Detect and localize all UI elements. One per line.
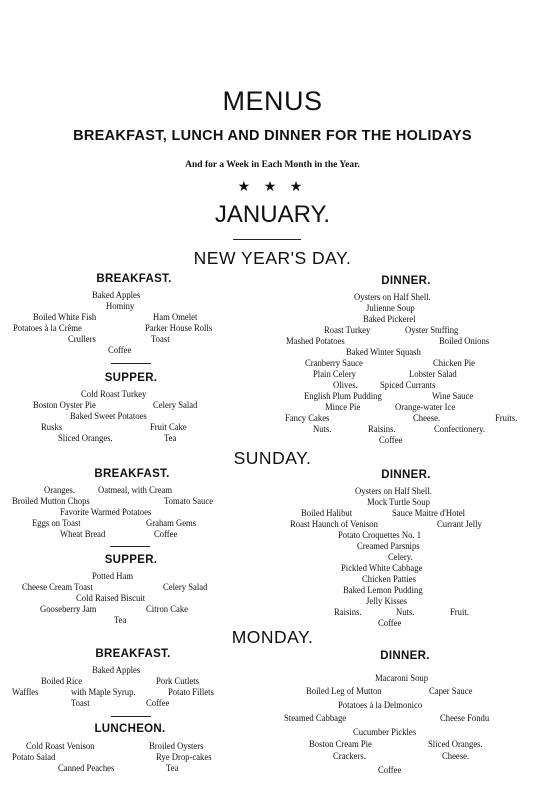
menu-item: Citron Cake xyxy=(146,604,188,614)
menu-item: Cold Raised Biscuit xyxy=(76,593,146,603)
menu-item: Fruit. xyxy=(450,607,469,617)
menu-item: Roast Turkey xyxy=(324,325,371,335)
menu-item: Gooseberry Jam xyxy=(40,604,97,614)
menu-item: Oysters on Half Shell. xyxy=(354,292,431,302)
menu-item: Tea xyxy=(166,763,179,773)
menu-item: Graham Gems xyxy=(146,518,197,528)
menu-item: Macaroni Soup xyxy=(375,673,429,683)
menu-item: Ham Omelet xyxy=(153,312,198,322)
section-heading-breakfast: BREAKFAST. xyxy=(96,273,172,285)
menu-item: Cheese. xyxy=(413,413,441,423)
menu-item: Baked Winter Squash xyxy=(346,347,421,357)
menu-item: Boiled Onions xyxy=(439,336,490,346)
tagline: And for a Week in Each Month in the Year. xyxy=(185,160,360,170)
menu-item: Parker House Rolls xyxy=(145,323,213,333)
menu-item: Toast xyxy=(151,334,170,344)
menu-item: Hominy xyxy=(106,301,135,311)
menu-item: Baked Lemon Pudding xyxy=(343,585,423,595)
menu-item: Jelly Kisses xyxy=(366,596,408,606)
menu-item: Potato Fillets xyxy=(168,687,214,697)
menu-item: Julienne Soup xyxy=(366,303,415,313)
menu-item: Boiled Leg of Mutton xyxy=(306,686,382,696)
menu-item: Orange-water Ice xyxy=(395,402,456,412)
menu-item: Chicken Patties xyxy=(362,574,416,584)
menu-item: Spiced Currants xyxy=(380,380,436,390)
menu-item: Baked Sweet Potatoes xyxy=(70,411,147,421)
menu-item: Oatmeal, with Cream xyxy=(98,485,173,495)
menu-item: Fruits. xyxy=(495,413,518,423)
menu-item: Celery Salad xyxy=(163,582,208,592)
menu-item: Rye Drop-cakes xyxy=(156,752,212,762)
menu-item: Pickled White Cabbage xyxy=(341,563,423,573)
menu-item: Coffee xyxy=(146,698,170,708)
menu-item: Steamed Cabbage xyxy=(284,713,347,723)
menu-item: Potted Ham xyxy=(92,571,134,581)
menu-item: Creamed Parsnips xyxy=(357,541,420,551)
section-heading-supper: SUPPER. xyxy=(104,372,158,384)
menu-item: Boston Oyster Pie xyxy=(33,400,96,410)
divider xyxy=(233,239,301,240)
menu-item: Broiled Oysters xyxy=(149,741,204,751)
menu-item: Coffee xyxy=(108,345,132,355)
menu-item: Potatoes à la Crême xyxy=(13,323,82,333)
menu-item: Crackers. xyxy=(333,751,366,761)
menu-item: Wheat Bread xyxy=(60,529,106,539)
menu-item: Celery Salad xyxy=(153,400,198,410)
menu-item: Oranges. xyxy=(44,485,75,495)
menu-item: Nuts. xyxy=(313,424,332,434)
menu-item: Fancy Cakes xyxy=(285,413,330,423)
menu-item: Raisins. xyxy=(334,607,362,617)
menu-item: Mince Pie xyxy=(325,402,361,412)
menu-item: Mock Turtle Soup xyxy=(367,497,430,507)
menu-item: Wine Sauce xyxy=(432,391,474,401)
menu-item: Cold Roast Turkey xyxy=(81,389,147,399)
menu-item: Coffee xyxy=(378,618,402,628)
menu-item: Coffee xyxy=(154,529,178,539)
menu-item: Baked Pickerel xyxy=(363,314,416,324)
menu-item: Rusks xyxy=(41,422,63,432)
menu-item: with Maple Syrup. xyxy=(71,687,136,697)
menu-item: Potato Salad xyxy=(12,752,56,762)
menu-item: Cold Roast Venison xyxy=(26,741,95,751)
divider xyxy=(110,546,150,547)
month-heading: JANUARY. xyxy=(214,201,331,228)
menu-item: Plain Celery xyxy=(313,369,356,379)
menu-item: Nuts. xyxy=(396,607,415,617)
menu-item: Favorite Warmed Potatoes xyxy=(60,507,152,517)
menu-item: Olives. xyxy=(333,380,358,390)
section-heading-dinner: DINNER. xyxy=(381,469,431,481)
section-heading-breakfast: BREAKFAST. xyxy=(94,468,170,480)
section-heading-dinner: DINNER. xyxy=(381,275,431,287)
menu-item: Baked Apples xyxy=(92,290,141,300)
menu-item: Boiled Halibut xyxy=(301,508,353,518)
menu-item: Sauce Maitre d'Hotel xyxy=(392,508,466,518)
menu-item: Caper Sauce xyxy=(429,686,473,696)
menu-item: Roast Haunch of Venison xyxy=(290,519,378,529)
menu-item: Coffee xyxy=(378,765,402,775)
section-heading-supper: SUPPER. xyxy=(104,554,158,566)
menu-item: Raisins. xyxy=(368,424,396,434)
menu-item: Celery. xyxy=(388,552,413,562)
menu-item: Waffles xyxy=(12,687,39,697)
section-heading-dinner: DINNER. xyxy=(380,650,430,662)
menu-item: Cucumber Pickles xyxy=(353,727,417,737)
menu-item: Confectionery. xyxy=(434,424,486,434)
star-ornament-icon: ★ ★ ★ xyxy=(237,180,308,195)
menu-item: Oysters on Half Shell. xyxy=(355,486,432,496)
menu-item: Lobster Salad xyxy=(409,369,457,379)
menu-item: Potato Croquettes No. 1 xyxy=(338,530,422,540)
menu-item: Toast xyxy=(71,698,90,708)
menu-item: Tea xyxy=(164,433,177,443)
menu-item: Coffee xyxy=(379,435,403,445)
section-heading-luncheon: LUNCHEON. xyxy=(94,723,166,735)
menu-item: Pork Cutlets xyxy=(156,676,199,686)
menu-item: Boiled Rice xyxy=(41,676,83,686)
day-heading-sunday: SUNDAY. xyxy=(233,448,312,468)
menu-item: Cranberry Sauce xyxy=(305,358,363,368)
menu-item: Cheese Fondu xyxy=(440,713,490,723)
menu-item: Broiled Mutton Chops xyxy=(12,496,90,506)
menu-item: Sliced Oranges. xyxy=(58,433,113,443)
menu-item: Crullers xyxy=(68,334,96,344)
menu-item: Cheese Cream Toast xyxy=(22,582,93,592)
page-title: MENUS xyxy=(222,86,323,116)
menu-item: Fruit Cake xyxy=(150,422,187,432)
menu-item: Chicken Pie xyxy=(433,358,475,368)
menu-item: Boiled White Fish xyxy=(33,312,97,322)
menu-item: Mashed Potatoes xyxy=(286,336,345,346)
menu-item: Eggs on Toast xyxy=(32,518,81,528)
day-heading-new-years: NEW YEAR'S DAY. xyxy=(193,248,352,268)
menu-item: Potatoes á la Delmonico xyxy=(338,700,423,710)
divider xyxy=(111,716,151,717)
menu-item: Cheese. xyxy=(442,751,470,761)
menu-item: Tea xyxy=(114,615,127,625)
menu-item: English Plum Pudding xyxy=(304,391,382,401)
day-heading-monday: MONDAY. xyxy=(231,627,314,647)
menu-item: Oyster Stuffing xyxy=(405,325,459,335)
menu-item: Boston Cream Pie xyxy=(309,739,372,749)
menu-item: Baked Apples xyxy=(92,665,141,675)
section-heading-breakfast: BREAKFAST. xyxy=(95,648,171,660)
menu-item: Canned Peaches xyxy=(58,763,115,773)
menu-item: Sliced Oranges. xyxy=(428,739,483,749)
divider xyxy=(111,363,151,364)
page-subtitle: BREAKFAST, LUNCH AND DINNER FOR THE HOLIDAYS xyxy=(73,128,472,144)
menu-item: Tomato Sauce xyxy=(164,496,214,506)
menu-item: Currant Jelly xyxy=(437,519,482,529)
